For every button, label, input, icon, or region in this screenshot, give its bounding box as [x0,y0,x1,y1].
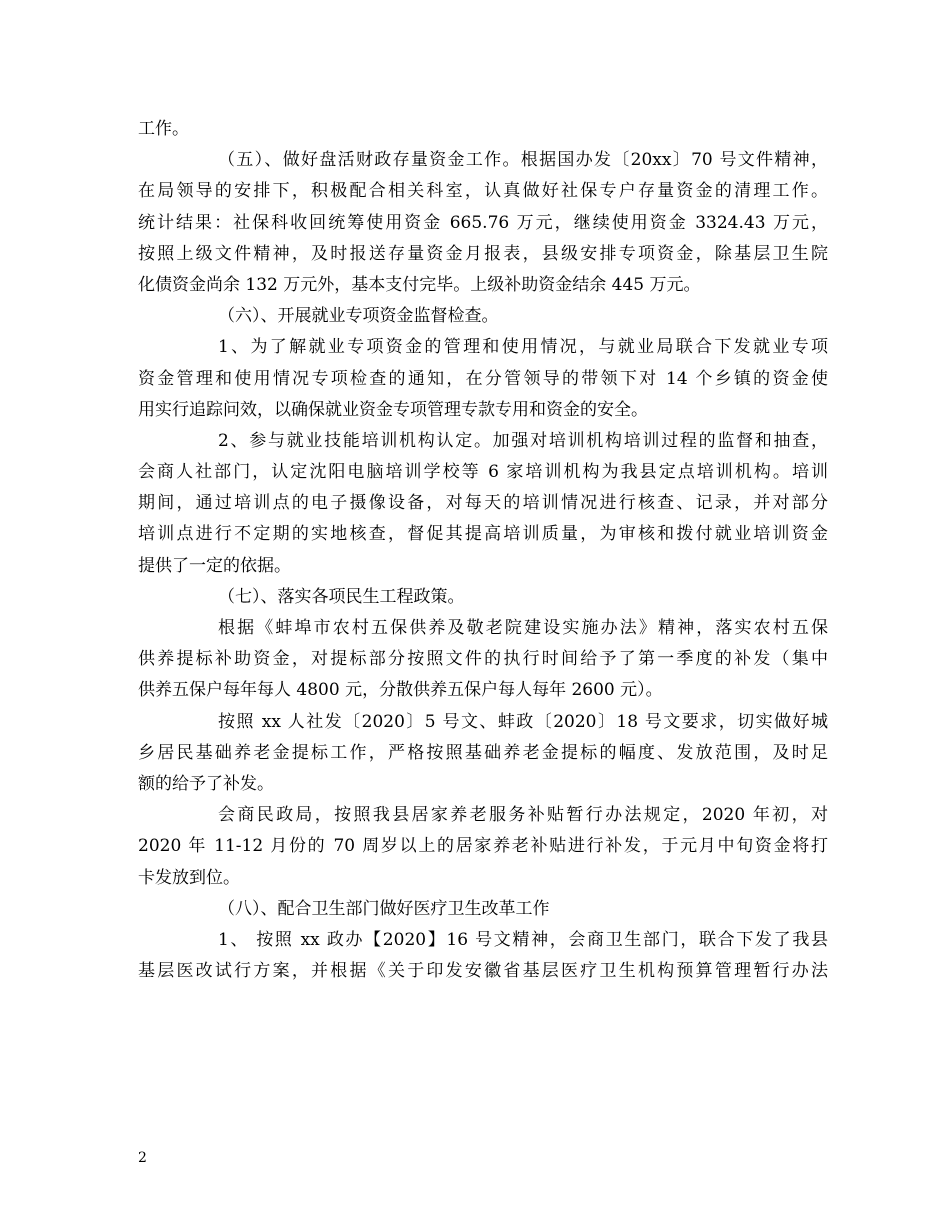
paragraph-line: 根据《蚌埠市农村五保供养及敬老院建设实施办法》精神，落实农村五保 [218,618,828,638]
paragraph-line: 乡居民基础养老金提标工作，严格按照基础养老金提标的幅度、发放范围，及时足 [138,742,828,763]
paragraph-line: 会商民政局，按照我县居家养老服务补贴暂行办法规定，2020 年初，对 [218,805,828,826]
body-text [138,114,828,987]
paragraph-line: 按照 xx 人社发〔2020〕5 号文、蚌政〔2020〕18 号文要求，切实做好城 [218,711,828,732]
paragraph-line: 2、参与就业技能培训机构认定。加强对培训机构培训过程的监督和抽查， [218,430,828,451]
paragraph-line: 工作。 [138,119,189,139]
paragraph-line: 2020 年 11-12 月份的 70 周岁以上的居家养老补贴进行补发，于元月中旬资金将打 [138,836,828,857]
paragraph-line: 供养五保户每年每人 4800 元，分散供养五保户每人每年 2600 元）。 [138,680,663,701]
paragraph-line: （五）、做好盘活财政存量资金工作。根据国办发〔20xx〕70 号文件精神， [218,150,828,171]
paragraph-line: 1、 按照 xx 政办【2020】16 号文精神，会商卫生部门，联合下发了我县 [218,929,828,950]
paragraph-line: 1、为了解就业专项资金的管理和使用情况，与就业局联合下发就业专项 [218,337,828,358]
paragraph-line: 统计结果：社保科收回统筹使用资金 665.76 万元，继续使用资金 3324.43 万元， [138,212,828,233]
section-heading: （八）、配合卫生部门做好医疗卫生改革工作 [218,898,550,919]
paragraph-line: 用实行追踪问效，以确保就业资金专项管理专款专用和资金的安全。 [138,399,648,420]
paragraph-line: 额的给予了补发。 [138,773,274,794]
paragraph-line: 会商人社部门，认定沈阳电脑培训学校等 6 家培训机构为我县定点培训机构。培训 [138,462,828,483]
paragraph-line: 化债资金尚余 132 万元外，基本支付完毕。上级补助资金结余 445 万元。 [138,274,701,295]
page-number: 2 [138,1150,147,1166]
paragraph-line: 按照上级文件精神，及时报送存量资金月报表，县级安排专项资金，除基层卫生院 [138,243,828,264]
paragraph-line: 供养提标补助资金，对提标部分按照文件的执行时间给予了第一季度的补发（集中 [138,649,828,670]
paragraph-line: 提供了一定的依据。 [138,555,291,576]
section-heading: （七）、落实各项民生工程政策。 [218,586,465,607]
paragraph-line: 培训点进行不定期的实地核查，督促其提高培训质量，为审核和拨付就业培训资金 [138,524,828,545]
section-heading: （六）、开展就业专项资金监督检查。 [218,306,499,327]
paragraph-line: 资金管理和使用情况专项检查的通知，在分管领导的带领下对 14 个乡镇的资金使 [138,368,828,389]
paragraph-line: 基层医改试行方案，并根据《关于印发安徽省基层医疗卫生机构预算管理暂行办法 [138,961,828,982]
paragraph-line: 在局领导的安排下，积极配合相关科室，认真做好社保专户存量资金的清理工作。 [138,181,828,202]
paragraph-line: 卡发放到位。 [138,867,240,888]
paragraph-line: 期间，通过培训点的电子摄像设备，对每天的培训情况进行核查、记录，并对部分 [138,493,828,514]
